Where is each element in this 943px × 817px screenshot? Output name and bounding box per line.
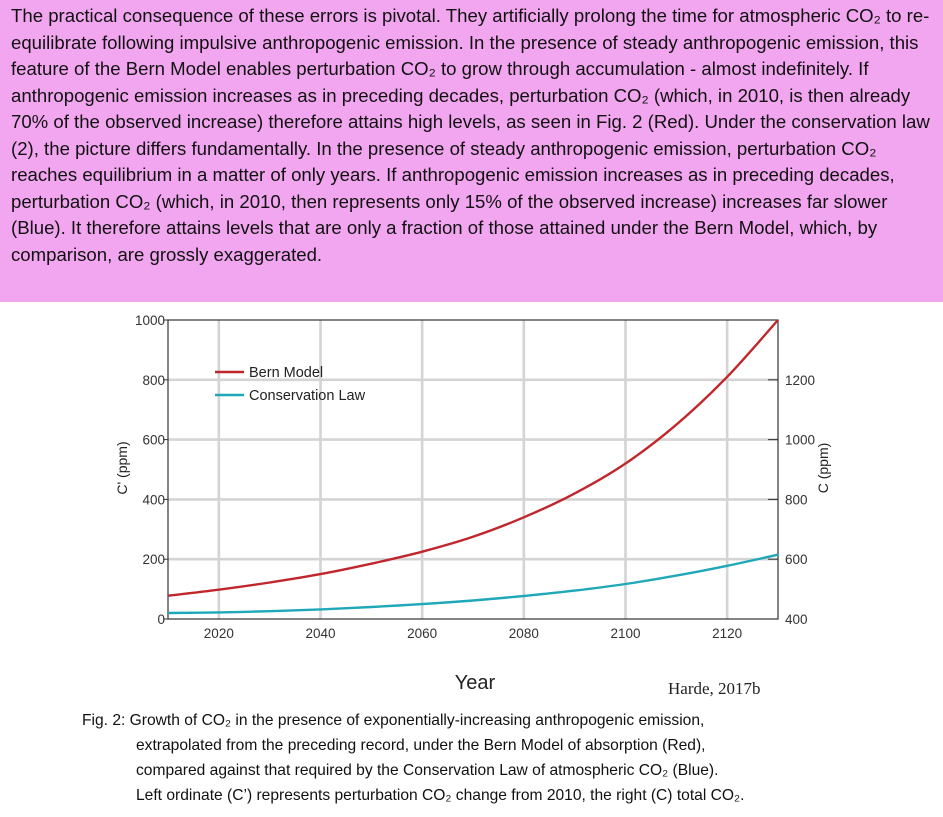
excerpt-banner — [0, 0, 943, 302]
chart-credit: Harde, 2017b — [668, 679, 761, 698]
left-axis-label: C' (ppm) — [114, 441, 130, 495]
legend-label-conservation: Conservation Law — [249, 388, 366, 404]
right-tick-label: 800 — [785, 492, 808, 508]
left-tick-label: 0 — [157, 612, 165, 627]
x-axis-title: Year — [454, 672, 496, 694]
left-tick-label: 200 — [142, 552, 165, 568]
x-tick-label: 2060 — [407, 626, 438, 641]
x-tick-label: 2120 — [712, 626, 743, 641]
co2-growth-chart — [0, 302, 943, 707]
x-tick-label: 2020 — [203, 626, 234, 641]
left-tick-label: 600 — [142, 432, 165, 448]
caption-line-2: extrapolated from the preceding record, under the Bern Model of absorption (Red), — [136, 737, 706, 754]
right-tick-label: 600 — [785, 552, 808, 568]
x-tick-label: 2080 — [508, 626, 539, 641]
figure-caption — [82, 708, 922, 808]
caption-line-3: compared against that required by the Conservation Law of atmospheric CO₂ (Blue). — [136, 762, 719, 779]
x-tick-label: 2040 — [305, 626, 336, 641]
left-tick-label: 800 — [142, 372, 165, 388]
left-tick-label: 1000 — [134, 313, 165, 328]
right-tick-label: 1000 — [785, 432, 816, 448]
right-tick-label: 400 — [785, 612, 808, 627]
caption-line-1: Fig. 2: Growth of CO₂ in the presence of exponentially-increasing anthropogenic emission, — [82, 712, 705, 729]
x-tick-label: 2100 — [610, 626, 641, 641]
caption-line-4: Left ordinate (C’) represents perturbation CO₂ change from 2010, the right (C) total CO₂. — [136, 787, 745, 804]
right-tick-label: 1200 — [785, 372, 816, 388]
right-axis-label: C (ppm) — [815, 442, 831, 494]
excerpt-text: The practical consequence of these errors is pivotal. They artificially prolong the time for atmospheric CO₂ to re-equilibrate following impulsive anthropogenic emission. In the presence of steady anthropogenic emission, this feature of the Bern Model enables perturbation CO₂ to grow through accumulation - almost indefinitely. If anthropogenic emission increases as in preceding decades, perturbation CO₂ (which, in 2010, is then already 70% of the observed increase) therefore attains high levels, as seen in Fig. 2 (Red). Under the conservation law (2), the picture differs fundamentally. In the presence of steady anthropogenic emission, perturbation CO₂ reaches equilibrium in a matter of only years. If anthropogenic emission increases as in preceding decades, perturbation CO₂ (which, in 2010, then represents only 15% of the observed increase) increases far slower (Blue). It therefore attains levels that are only a fraction of those attained under the Bern Model, which, by comparison, are grossly exaggerated. — [11, 5, 930, 265]
left-tick-label: 400 — [142, 492, 165, 508]
legend-label-bern: Bern Model — [249, 365, 324, 381]
